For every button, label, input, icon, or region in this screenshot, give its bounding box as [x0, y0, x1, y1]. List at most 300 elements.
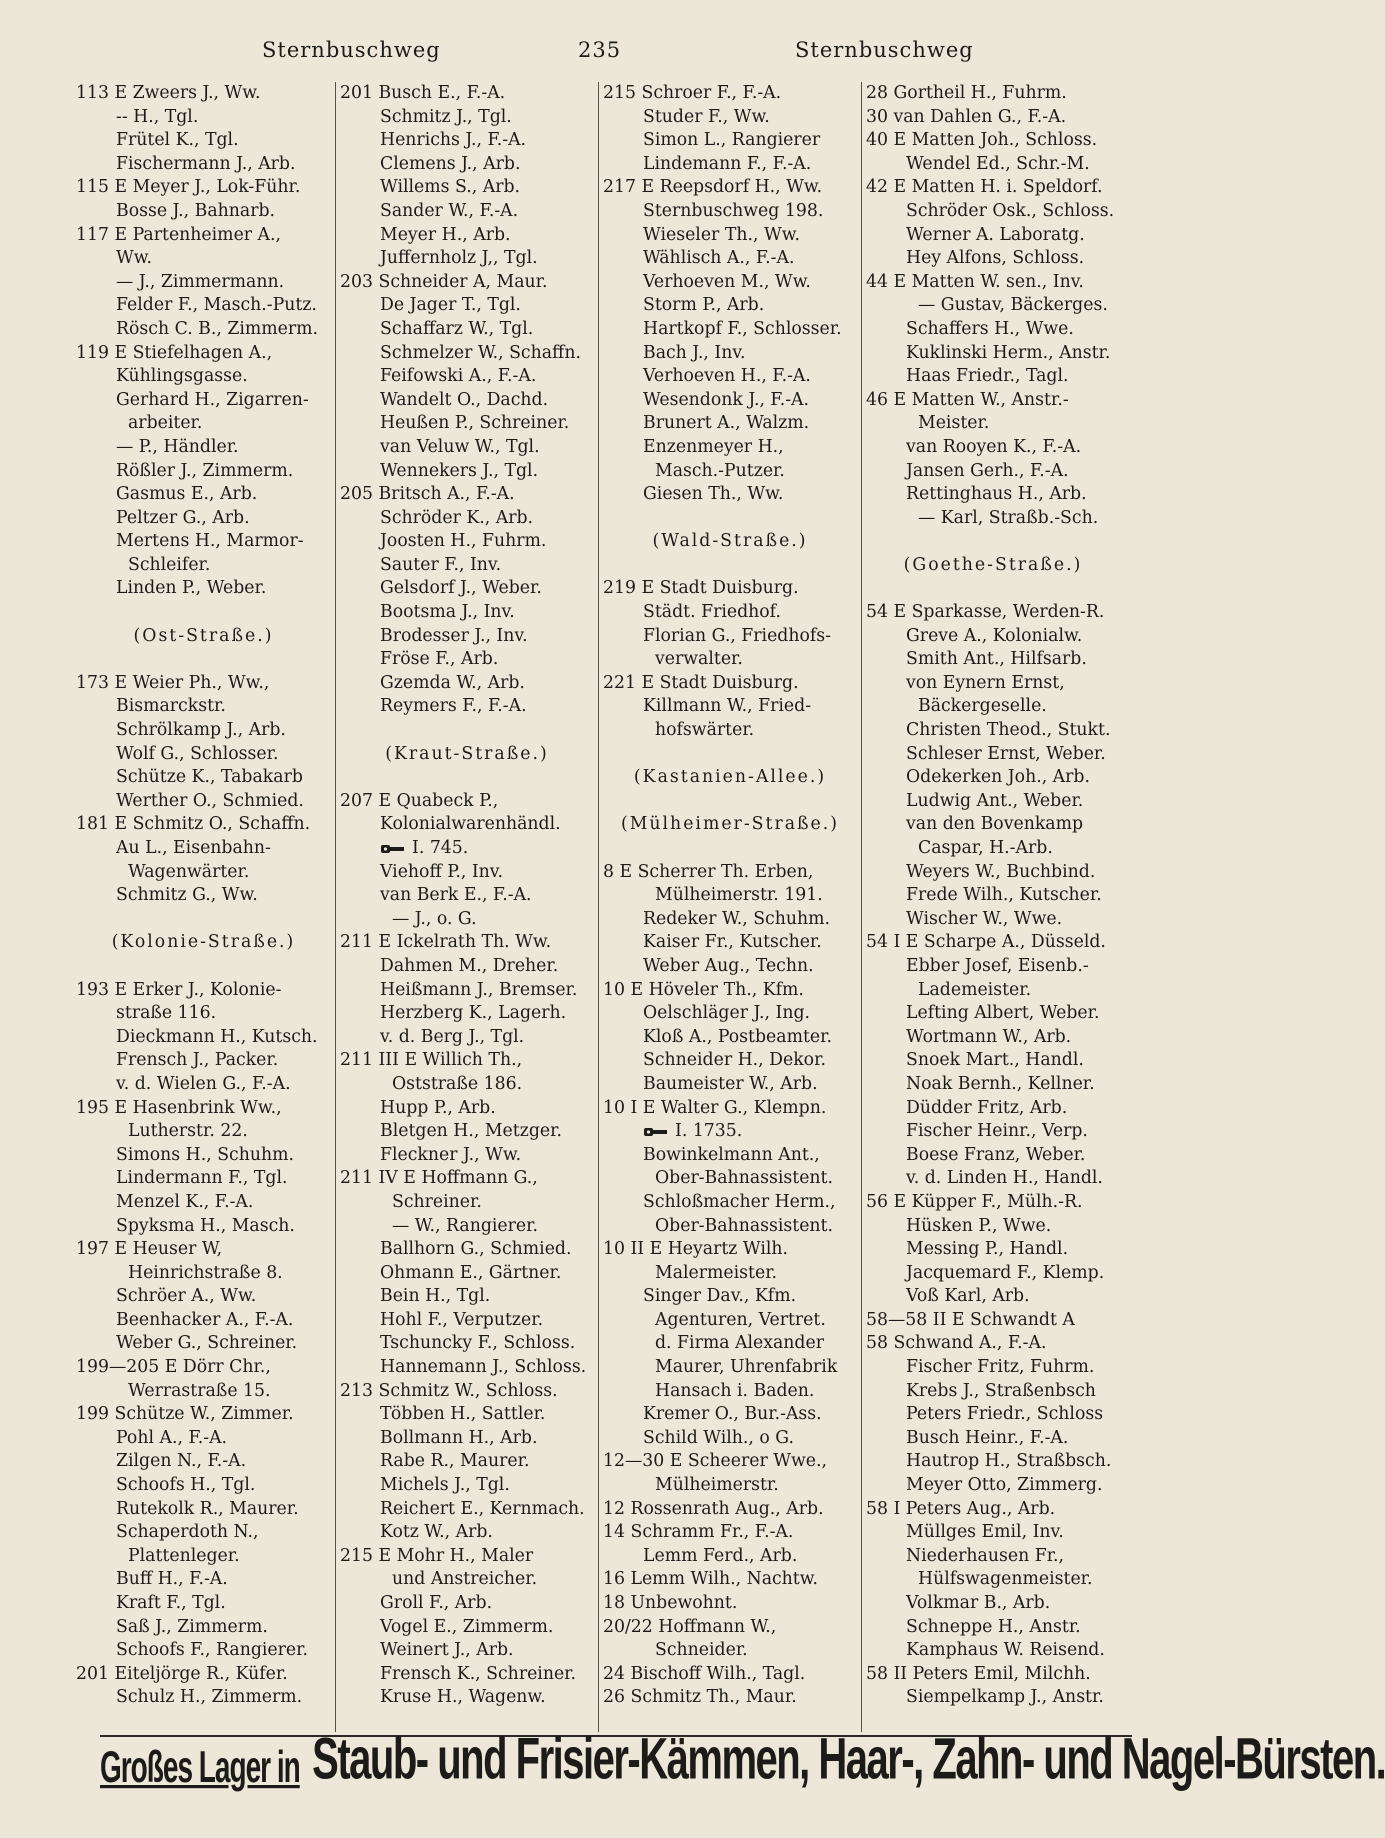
line-text: 193 E Erker J., Kolonie- — [76, 979, 282, 1000]
line-text: Verhoeven H., F.-A. — [643, 366, 811, 387]
house-entry — [866, 271, 1120, 295]
line-text: Giesen Th., Ww. — [643, 484, 784, 505]
line-text: 58 I Peters Aug., Arb. — [866, 1498, 1056, 1519]
line-text: Oststraße 186. — [392, 1073, 523, 1094]
resident-line — [866, 1285, 1120, 1309]
line-text: Schulz H., Zimmerm. — [116, 1687, 303, 1708]
resident-line — [603, 1309, 857, 1333]
line-text: 18 Unbewohnt. — [603, 1593, 738, 1613]
resident-line — [866, 1592, 1120, 1616]
spacer — [603, 507, 857, 531]
line-text: — Karl, Straßb.-Sch. — [918, 507, 1099, 528]
resident-line — [340, 1309, 594, 1333]
resident-line — [76, 1215, 331, 1239]
resident-line — [76, 719, 331, 743]
line-text: Rösch C. B., Zimmerm. — [116, 318, 319, 339]
house-entry — [340, 82, 594, 106]
resident-line — [603, 625, 857, 649]
line-text: Schoofs F., Rangierer. — [116, 1640, 308, 1661]
resident-line — [340, 695, 594, 719]
line-text: Sternbuschweg 198. — [643, 200, 824, 221]
house-entry — [603, 1521, 857, 1545]
house-entry — [866, 1332, 1120, 1356]
house-entry — [76, 1356, 331, 1380]
line-text: Fröse F., Arb. — [380, 649, 499, 670]
resident-line — [603, 365, 857, 389]
line-text: Baumeister W., Arb. — [643, 1073, 818, 1094]
line-text: Kaiser Fr., Kutscher. — [643, 932, 822, 953]
line-text: Lindemann F., F.-A. — [643, 153, 812, 174]
line-text: van den Bovenkamp — [906, 814, 1084, 835]
line-text: Au L., Eisenbahn- — [116, 838, 271, 858]
line-text: 207 E Quabeck P., — [340, 790, 499, 811]
house-entry — [866, 1663, 1120, 1687]
line-text: 173 E Weier Ph., Ww., — [76, 672, 270, 693]
line-text: 30 van Dahlen G., F.-A. — [866, 106, 1067, 127]
resident-line — [866, 955, 1120, 979]
column-1 — [72, 82, 335, 1732]
house-entry — [340, 931, 594, 955]
line-text: Vogel E., Zimmerm. — [380, 1616, 554, 1637]
line-text: Schneppe H., Anstr. — [906, 1616, 1081, 1637]
resident-line — [866, 224, 1120, 248]
resident-line — [603, 1026, 857, 1050]
line-text: Schaffarz W., Tgl. — [380, 318, 534, 339]
resident-line — [866, 766, 1120, 790]
line-text: Kamphaus W. Reisend. — [906, 1640, 1105, 1661]
line-text: Plattenleger. — [128, 1545, 240, 1566]
house-entry — [603, 82, 857, 106]
resident-line — [76, 1568, 331, 1592]
line-text: und Anstreicher. — [392, 1569, 538, 1590]
resident-line — [866, 1215, 1120, 1239]
resident-line — [76, 365, 331, 389]
line-text: Wieseler Th., Ww. — [643, 224, 800, 245]
line-text: Maurer, Uhrenfabrik — [655, 1357, 838, 1378]
resident-line — [866, 625, 1120, 649]
resident-line — [76, 1191, 331, 1215]
resident-line — [76, 412, 331, 436]
line-text: Wischer W., Wwe. — [906, 908, 1063, 929]
resident-line — [603, 483, 857, 507]
line-text: Caspar, H.-Arb. — [918, 838, 1053, 858]
line-text: Hartkopf F., Schlosser. — [643, 318, 842, 339]
line-text: Joosten H., Fuhrm. — [380, 531, 547, 552]
line-text: Masch.-Putzer. — [655, 460, 785, 481]
line-text: Kruse H., Wagenw. — [380, 1687, 546, 1708]
house-entry — [603, 979, 857, 1003]
line-text: 44 E Matten W. sen., Inv. — [866, 271, 1084, 292]
resident-line — [866, 719, 1120, 743]
resident-line — [603, 1262, 857, 1286]
directory-columns — [72, 82, 1134, 1732]
resident-line — [866, 908, 1120, 932]
resident-line — [866, 460, 1120, 484]
resident-line — [76, 1427, 331, 1451]
resident-line — [603, 460, 857, 484]
resident-line — [866, 1403, 1120, 1427]
resident-line — [340, 507, 594, 531]
telephone-icon — [380, 843, 406, 855]
line-text: Lemm Ferd., Arb. — [643, 1545, 798, 1566]
line-text: Christen Theod., Stukt. — [906, 720, 1111, 741]
line-text: Kuklinski Herm., Anstr. — [906, 342, 1111, 363]
resident-line — [340, 412, 594, 436]
resident-line — [340, 1215, 594, 1239]
house-entry — [76, 1097, 331, 1121]
resident-line — [76, 1026, 331, 1050]
line-text: Spyksma H., Masch. — [116, 1215, 295, 1236]
line-text: I. 1735. — [675, 1121, 743, 1142]
line-text: Bosse J., Bahnarb. — [116, 200, 276, 221]
spacer — [76, 955, 331, 979]
resident-line — [866, 294, 1120, 318]
resident-line — [866, 1686, 1120, 1710]
line-text: Schrölkamp J., Arb. — [116, 720, 286, 741]
resident-line — [76, 1285, 331, 1309]
line-text: Weber G., Schreiner. — [116, 1333, 298, 1354]
resident-line — [76, 1545, 331, 1569]
line-text: 213 Schmitz W., Schloss. — [340, 1380, 558, 1401]
line-text: -- H., Tgl. — [116, 106, 199, 127]
house-entry — [76, 1403, 331, 1427]
house-entry — [76, 82, 331, 106]
line-text: Lefting Albert, Weber. — [906, 1003, 1100, 1024]
resident-line — [340, 1097, 594, 1121]
line-text: Reymers F., F.-A. — [380, 696, 527, 717]
line-text: 115 E Meyer J., Lok-Führ. — [76, 177, 301, 198]
spacer — [866, 530, 1120, 554]
line-text: 28 Gortheil H., Fuhrm. — [866, 83, 1067, 103]
line-text: Hülfswagenmeister. — [918, 1569, 1093, 1590]
line-text: (Kastanien-Allee.) — [633, 767, 827, 788]
resident-line — [603, 1403, 857, 1427]
line-text: — P., Händler. — [116, 436, 239, 457]
house-entry — [76, 1663, 331, 1687]
line-text: Kremer O., Bur.-Ass. — [643, 1404, 822, 1425]
line-text: (Goethe-Straße.) — [903, 554, 1083, 575]
line-text: Haas Friedr., Tagl. — [906, 366, 1069, 387]
line-text: Greve A., Kolonialw. — [906, 625, 1083, 646]
resident-line — [76, 743, 331, 767]
line-text: Viehoff P., Inv. — [380, 861, 503, 882]
line-text: — J., o. G. — [392, 908, 477, 929]
line-text: Singer Dav., Kfm. — [643, 1286, 797, 1307]
line-text: Meyer Otto, Zimmerg. — [906, 1475, 1103, 1496]
resident-line — [866, 1616, 1120, 1640]
house-entry — [340, 1049, 594, 1073]
resident-line — [603, 153, 857, 177]
line-text: Frede Wilh., Kutscher. — [906, 885, 1102, 906]
resident-line — [76, 460, 331, 484]
resident-line — [340, 955, 594, 979]
house-entry — [340, 1380, 594, 1404]
resident-line — [76, 1144, 331, 1168]
line-text: Dahmen M., Dreher. — [380, 955, 559, 976]
resident-line — [866, 1238, 1120, 1262]
line-text: Werther O., Schmied. — [116, 790, 304, 811]
spacer — [603, 790, 857, 814]
line-text: Schaffers H., Wwe. — [906, 318, 1074, 339]
line-text: Henrichs J., F.-A. — [380, 130, 527, 151]
line-text: Niederhausen Fr., — [906, 1545, 1065, 1566]
resident-line — [76, 837, 331, 861]
resident-line — [76, 884, 331, 908]
line-text: 20/22 Hoffmann W., — [603, 1616, 777, 1637]
line-text: 119 E Stiefelhagen A., — [76, 342, 273, 363]
line-text: 26 Schmitz Th., Maur. — [603, 1687, 797, 1708]
house-entry — [603, 1616, 857, 1640]
resident-line — [603, 1356, 857, 1380]
line-text: Tschuncky F., Schloss. — [380, 1333, 576, 1354]
house-entry — [603, 1097, 857, 1121]
line-text: 217 E Reepsdorf H., Ww. — [603, 177, 823, 198]
line-text: Schmitz G., Ww. — [116, 885, 258, 906]
resident-line — [340, 1285, 594, 1309]
column-4 — [861, 82, 1124, 1732]
line-text: Schaperdoth N., — [116, 1522, 259, 1543]
resident-line — [340, 530, 594, 554]
resident-line — [340, 1686, 594, 1710]
line-text: Smith Ant., Hilfsarb. — [906, 649, 1087, 670]
spacer — [603, 743, 857, 767]
line-text: Düdder Fritz, Arb. — [906, 1097, 1068, 1118]
line-text: (Ost-Straße.) — [133, 625, 274, 646]
street-heading — [340, 743, 594, 767]
column-3 — [598, 82, 861, 1732]
resident-line — [866, 790, 1120, 814]
resident-line — [76, 271, 331, 295]
line-text: Clemens J., Arb. — [380, 153, 521, 174]
resident-line — [76, 1639, 331, 1663]
resident-line — [76, 1002, 331, 1026]
resident-line — [340, 1191, 594, 1215]
line-text: Schloßmacher Herm., — [643, 1191, 836, 1212]
resident-line — [340, 1474, 594, 1498]
line-text: Gelsdorf J., Weber. — [380, 578, 542, 599]
line-text: 56 E Küpper F., Mülh.-R. — [866, 1191, 1083, 1212]
resident-line — [866, 648, 1120, 672]
line-text: 215 Schroer F., F.-A. — [603, 83, 782, 103]
resident-line — [866, 412, 1120, 436]
line-text: 12—30 E Scheerer Wwe., — [603, 1451, 827, 1472]
resident-line — [603, 695, 857, 719]
resident-line — [340, 318, 594, 342]
resident-line — [76, 790, 331, 814]
line-text: d. Firma Alexander — [655, 1333, 824, 1354]
line-text: Ludwig Ant., Weber. — [906, 790, 1084, 811]
page-number: 235 — [578, 38, 622, 62]
line-text: 54 I E Scharpe A., Düsseld. — [866, 932, 1106, 953]
line-text: 46 E Matten W., Anstr.- — [866, 389, 1069, 410]
house-entry — [866, 176, 1120, 200]
line-text: hofswärter. — [655, 720, 755, 741]
line-text: Kotz W., Arb. — [380, 1522, 493, 1543]
street-heading — [76, 625, 331, 649]
resident-line — [340, 601, 594, 625]
resident-line — [866, 1049, 1120, 1073]
line-text: Reichert E., Kernmach. — [380, 1498, 585, 1519]
house-entry — [76, 979, 331, 1003]
line-text: Bein H., Tgl. — [380, 1286, 491, 1307]
line-text: 10 E Höveler Th., Kfm. — [603, 979, 804, 1000]
line-text: 24 Bischoff Wilh., Tagl. — [603, 1663, 806, 1684]
resident-line — [340, 1120, 594, 1144]
resident-line — [866, 1073, 1120, 1097]
line-text: Többen H., Sattler. — [380, 1404, 546, 1425]
resident-line — [76, 530, 331, 554]
line-text: straße 116. — [116, 1003, 217, 1024]
line-text: Verhoeven M., Ww. — [643, 271, 811, 292]
line-text: 58 Schwand A., F.-A. — [866, 1333, 1047, 1354]
line-text: Brunert A., Walzm. — [643, 413, 810, 434]
resident-line — [76, 1380, 331, 1404]
resident-line — [340, 1262, 594, 1286]
line-text: Rößler J., Zimmerm. — [116, 460, 294, 481]
resident-line — [76, 1167, 331, 1191]
resident-line — [603, 436, 857, 460]
line-text: Menzel K., F.-A. — [116, 1191, 254, 1212]
line-text: Jansen Gerh., F.-A. — [906, 460, 1069, 481]
resident-line — [603, 1285, 857, 1309]
advertisement-banner — [100, 1727, 1385, 1820]
line-text: Mülheimerstr. — [655, 1475, 779, 1496]
line-text: Schütze K., Tabakarb — [116, 767, 303, 788]
line-text: Wendel Ed., Schr.-M. — [906, 153, 1090, 174]
line-text: Voß Karl, Arb. — [906, 1286, 1030, 1307]
line-text: Juffernholz J,, Tgl. — [380, 248, 538, 269]
line-text: — J., Zimmermann. — [116, 271, 285, 292]
resident-line — [340, 1238, 594, 1262]
line-text: Ebber Josef, Eisenb.- — [906, 955, 1089, 976]
line-text: van Berk E., F.-A. — [380, 885, 532, 906]
line-text: Wortmann W., Arb. — [906, 1026, 1072, 1047]
line-text: Enzenmeyer H., — [643, 436, 784, 457]
spacer — [603, 554, 857, 578]
line-text: 10 II E Heyartz Wilh. — [603, 1239, 789, 1260]
house-entry — [603, 672, 857, 696]
line-text: verwalter. — [655, 649, 743, 670]
house-entry — [76, 342, 331, 366]
resident-line — [603, 955, 857, 979]
resident-line — [866, 1002, 1120, 1026]
spacer — [340, 719, 594, 743]
line-text: Gasmus E., Arb. — [116, 484, 258, 505]
line-text: Groll F., Arb. — [380, 1593, 493, 1613]
line-text: Meyer H., Arb. — [380, 224, 511, 245]
house-entry — [340, 1545, 594, 1569]
resident-line — [340, 1073, 594, 1097]
line-text: Gzemda W., Arb. — [380, 672, 525, 693]
line-text: Schild Wilh., o G. — [643, 1427, 794, 1448]
line-text: 211 IV E Hoffmann G., — [340, 1168, 538, 1189]
resident-line — [340, 1144, 594, 1168]
line-text: Frensch K., Schreiner. — [380, 1663, 577, 1684]
advertisement-lead: Großes Lager in — [100, 1741, 300, 1792]
line-text: Odekerken Joh., Arb. — [906, 767, 1090, 788]
resident-line — [603, 294, 857, 318]
resident-line — [603, 931, 857, 955]
line-text: (Kraut-Straße.) — [385, 743, 549, 764]
line-text: Peters Friedr., Schloss — [906, 1404, 1104, 1425]
resident-line — [866, 1120, 1120, 1144]
resident-line — [866, 813, 1120, 837]
line-text: Heußen P., Schreiner. — [380, 413, 570, 434]
line-text: Gerhard H., Zigarren- — [116, 389, 309, 410]
line-text: Schröer A., Ww. — [116, 1286, 257, 1307]
line-text: De Jager T., Tgl. — [380, 295, 521, 316]
resident-line — [76, 294, 331, 318]
line-text: I. 745. — [412, 838, 469, 858]
line-text: Ober-Bahnassistent. — [655, 1215, 833, 1236]
house-entry — [340, 1167, 594, 1191]
resident-line — [340, 648, 594, 672]
resident-line — [340, 129, 594, 153]
resident-line — [603, 224, 857, 248]
resident-line — [866, 884, 1120, 908]
line-text: Fleckner J., Ww. — [380, 1144, 522, 1165]
resident-line — [340, 1403, 594, 1427]
line-text: Schröder K., Arb. — [380, 507, 534, 528]
line-text: Hüsken P., Wwe. — [906, 1215, 1052, 1236]
resident-line — [866, 153, 1120, 177]
resident-line — [603, 1167, 857, 1191]
line-text: Schmelzer W., Schaffn. — [380, 342, 581, 363]
line-text: van Veluw W., Tgl. — [380, 436, 540, 457]
resident-line — [603, 200, 857, 224]
resident-line — [340, 247, 594, 271]
line-text: Bowinkelmann Ant., — [643, 1144, 820, 1165]
line-text: Killmann W., Fried- — [643, 696, 812, 717]
line-text: Sander W., F.-A. — [380, 200, 519, 221]
house-entry — [866, 389, 1120, 413]
line-text: Schneider. — [655, 1640, 748, 1661]
line-text: Linden P., Weber. — [116, 578, 267, 599]
resident-line — [603, 106, 857, 130]
resident-line — [76, 1073, 331, 1097]
line-text: Kühlingsgasse. — [116, 366, 248, 387]
resident-line — [866, 1144, 1120, 1168]
resident-line — [340, 1026, 594, 1050]
spacer — [340, 766, 594, 790]
resident-line — [866, 695, 1120, 719]
resident-line — [340, 224, 594, 248]
line-text: 201 Eiteljörge R., Küfer. — [76, 1663, 288, 1684]
resident-line — [76, 200, 331, 224]
resident-line — [340, 577, 594, 601]
line-text: 219 E Stadt Duisburg. — [603, 578, 799, 599]
line-text: Bootsma J., Inv. — [380, 602, 515, 623]
line-text: Saß J., Zimmerm. — [116, 1616, 268, 1637]
resident-line — [76, 1521, 331, 1545]
line-text: Ww. — [116, 248, 152, 269]
line-text: Heißmann J., Bremser. — [380, 979, 578, 1000]
line-text: 203 Schneider A, Maur. — [340, 271, 548, 292]
line-text: Wennekers J., Tgl. — [380, 460, 539, 481]
line-text: — W., Rangierer. — [392, 1215, 538, 1236]
resident-line — [866, 436, 1120, 460]
line-text: Schleser Ernst, Weber. — [906, 743, 1106, 764]
resident-line — [603, 389, 857, 413]
house-entry — [866, 129, 1120, 153]
line-text: Beenhacker A., F.-A. — [116, 1309, 294, 1330]
line-text: 195 E Hasenbrink Ww., — [76, 1097, 282, 1118]
resident-line — [866, 1262, 1120, 1286]
resident-line — [76, 1120, 331, 1144]
line-text: 197 E Heuser W, — [76, 1239, 223, 1260]
line-text: Hansach i. Baden. — [655, 1380, 815, 1401]
line-text: Boese Franz, Weber. — [906, 1144, 1086, 1165]
